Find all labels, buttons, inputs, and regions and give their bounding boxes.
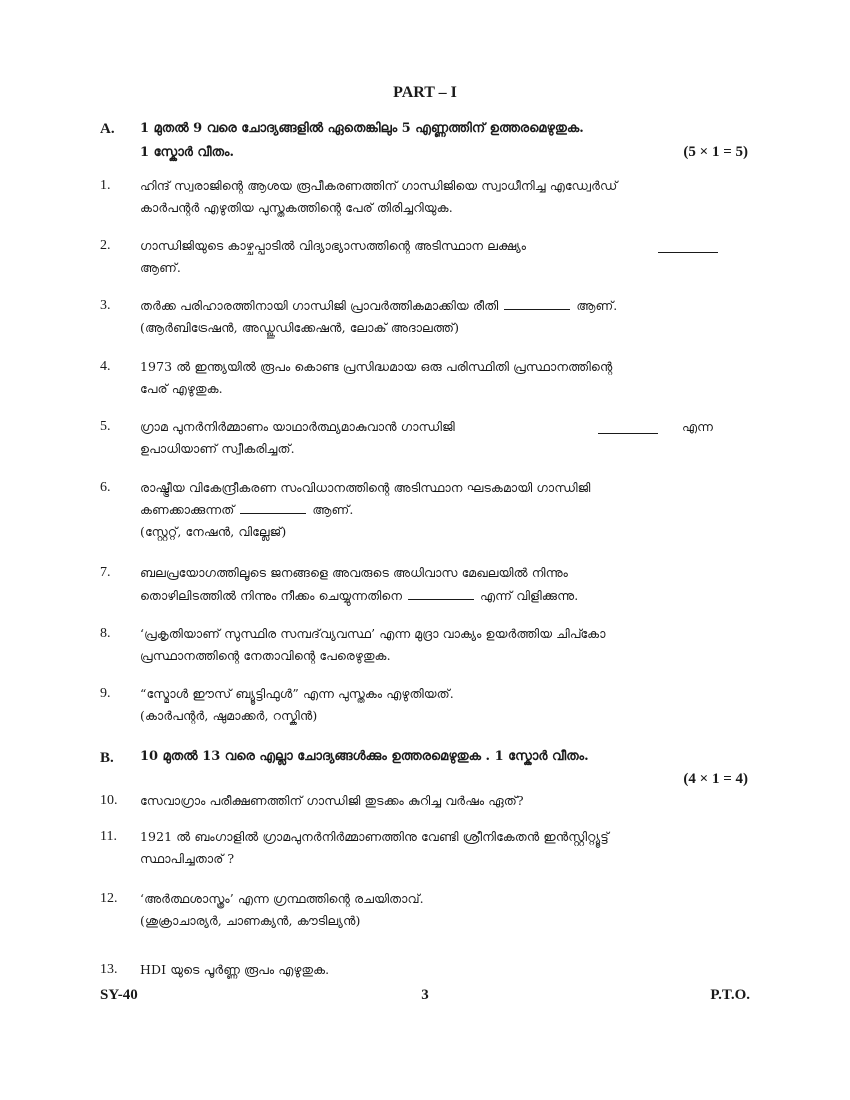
- question-text: എന്ന് വിളിക്കുന്നു.: [480, 588, 579, 603]
- question-number: 9.: [100, 686, 111, 701]
- question-options: (ശുക്രാചാര്യർ, ചാണക്യൻ, കൗടില്യൻ): [140, 913, 361, 928]
- question-options: (കാർപന്റർ, ഷുമാക്കർ, റസ്കിൻ): [140, 708, 318, 723]
- pto-label: P.T.O.: [710, 987, 750, 1003]
- question-line: HDI യുടെ പൂർണ്ണ രൂപം എഴുതുക.: [140, 962, 330, 977]
- question-line: “സ്മോൾ ഈസ് ബ്യൂട്ടിഫുൾ” എന്ന പുസ്തകം എഴുതിയത്.: [140, 686, 454, 701]
- answer-blank[interactable]: [658, 240, 718, 253]
- answer-blank[interactable]: [598, 421, 658, 434]
- question-text: തർക്ക പരിഹാരത്തിനായി ഗാന്ധിജി പ്രാവർത്തികമാക്കിയ രീതി: [140, 298, 499, 313]
- question-line: ഉപാധിയാണ് സ്വീകരിച്ചത്.: [140, 441, 295, 456]
- question-line: ആണ്.: [140, 260, 181, 275]
- question-number: 3.: [100, 298, 111, 313]
- section-b-instruction: 10 മുതൽ 13 വരെ എല്ലാ ചോദ്യങ്ങൾക്കും ഉത്തരമെഴുതുക . 1 സ്കോർ വീതം.: [140, 749, 589, 764]
- question-line: ‘അർത്ഥശാസ്ത്രം’ എന്ന ഗ്രന്ഥത്തിന്റെ രചയിതാവ്.: [140, 891, 424, 906]
- question-number: 10.: [100, 793, 118, 808]
- section-b-marks: (4 × 1 = 4): [683, 771, 748, 787]
- section-a-letter: A.: [100, 121, 115, 137]
- question-line: ബലപ്രയോഗത്തിലൂടെ ജനങ്ങളെ അവരുടെ അധിവാസ മേഖലയിൽ നിന്നും: [140, 565, 568, 580]
- question-line: [140, 295, 718, 317]
- question-text: എന്ന: [682, 419, 714, 434]
- question-line: [140, 499, 718, 521]
- question-text: ആണ്.: [576, 298, 618, 313]
- question-number: 7.: [100, 565, 111, 580]
- question-line: ഗാന്ധിജിയുടെ കാഴ്ചപ്പാടിൽ വിദ്യാഭ്യാസത്തിന്റെ അടിസ്ഥാന ലക്ഷ്യം: [140, 238, 527, 253]
- question-line: [140, 585, 718, 607]
- question-number: 6.: [100, 480, 111, 495]
- answer-blank[interactable]: [504, 297, 570, 310]
- question-number: 1.: [100, 178, 111, 193]
- question-number: 13.: [100, 962, 118, 977]
- question-line: 1973 ൽ ഇന്ത്യയിൽ രൂപം കൊണ്ട പ്രസിദ്ധമായ ഒരു പരിസ്ഥിതി പ്രസ്ഥാനത്തിന്റെ: [140, 359, 613, 374]
- page-number: 3: [421, 987, 429, 1003]
- question-number: 5.: [100, 419, 111, 434]
- question-number: 11.: [100, 829, 117, 844]
- question-line: രാഷ്ട്രീയ വികേന്ദ്രീകരണ സംവിധാനത്തിന്റെ അടിസ്ഥാന ഘടകമായി ഗാന്ധിജി: [140, 480, 591, 495]
- part-title: PART – I: [393, 84, 457, 101]
- answer-blank[interactable]: [408, 587, 474, 600]
- question-line: 1921 ൽ ബംഗാളിൽ ഗ്രാമപുനർനിർമ്മാണത്തിനു വേണ്ടി ശ്രീനികേതൻ ഇൻസ്റ്റിറ്റ്യൂട്ട്: [140, 829, 609, 844]
- question-text: ആണ്.: [312, 502, 354, 517]
- question-line: കാർപന്റർ എഴുതിയ പുസ്തകത്തിന്റെ പേര് തിരിച്ചറിയുക.: [140, 200, 453, 215]
- question-text: തൊഴിലിടത്തിൽ നിന്നും നീക്കം ചെയ്യുന്നതിനെ: [140, 588, 403, 603]
- question-number: 12.: [100, 891, 118, 906]
- question-line: പ്രസ്ഥാനത്തിന്റെ നേതാവിന്റെ പേരെഴുതുക.: [140, 648, 391, 663]
- section-a-instruction-line1: 1 മുതൽ 9 വരെ ചോദ്യങ്ങളിൽ ഏതെങ്കിലും 5 എണ്ണത്തിന് ഉത്തരമെഴുതുക.: [140, 121, 584, 136]
- question-line: സ്ഥാപിച്ചതാര് ?: [140, 851, 235, 866]
- question-number: 4.: [100, 359, 111, 374]
- section-a-instruction-line2: 1 സ്കോർ വീതം.: [140, 145, 235, 160]
- question-line: ഹിന്ദ് സ്വരാജിന്റെ ആശയ രൂപീകരണത്തിന് ഗാന്ധിജിയെ സ്വാധീനിച്ച എഡ്വേർഡ്: [140, 178, 618, 193]
- question-line: ഗ്രാമ പുനർനിർമ്മാണം യാഥാർത്ഥ്യമാകുവാൻ ഗാന്ധിജി: [140, 419, 455, 434]
- question-options: (സ്റ്റേറ്റ്, നേഷൻ, വില്ലേജ്): [140, 524, 287, 539]
- section-b-letter: B.: [100, 750, 114, 766]
- question-number: 8.: [100, 626, 111, 641]
- question-options: (ആർബിട്രേഷൻ, അഡ്ജൂഡിക്കേഷൻ, ലോക് അദാലത്ത്): [140, 320, 460, 335]
- question-line: പേര് എഴുതുക.: [140, 381, 223, 396]
- section-a-marks: (5 × 1 = 5): [683, 144, 748, 160]
- answer-blank[interactable]: [240, 501, 306, 514]
- question-line: ‘പ്രകൃതിയാണ് സുസ്ഥിര സമ്പദ്‌വ്യവസ്ഥ’ എന്ന മുദ്രാ വാക്യം ഉയർത്തിയ ചിപ്കോ: [140, 626, 606, 641]
- paper-code: SY-40: [100, 987, 138, 1003]
- question-number: 2.: [100, 238, 111, 253]
- question-line: സേവാഗ്രാം പരീക്ഷണത്തിന് ഗാന്ധിജി തുടക്കം കുറിച്ച വർഷം ഏത്?: [140, 793, 524, 808]
- question-text: കണക്കാക്കുന്നത്: [140, 502, 235, 517]
